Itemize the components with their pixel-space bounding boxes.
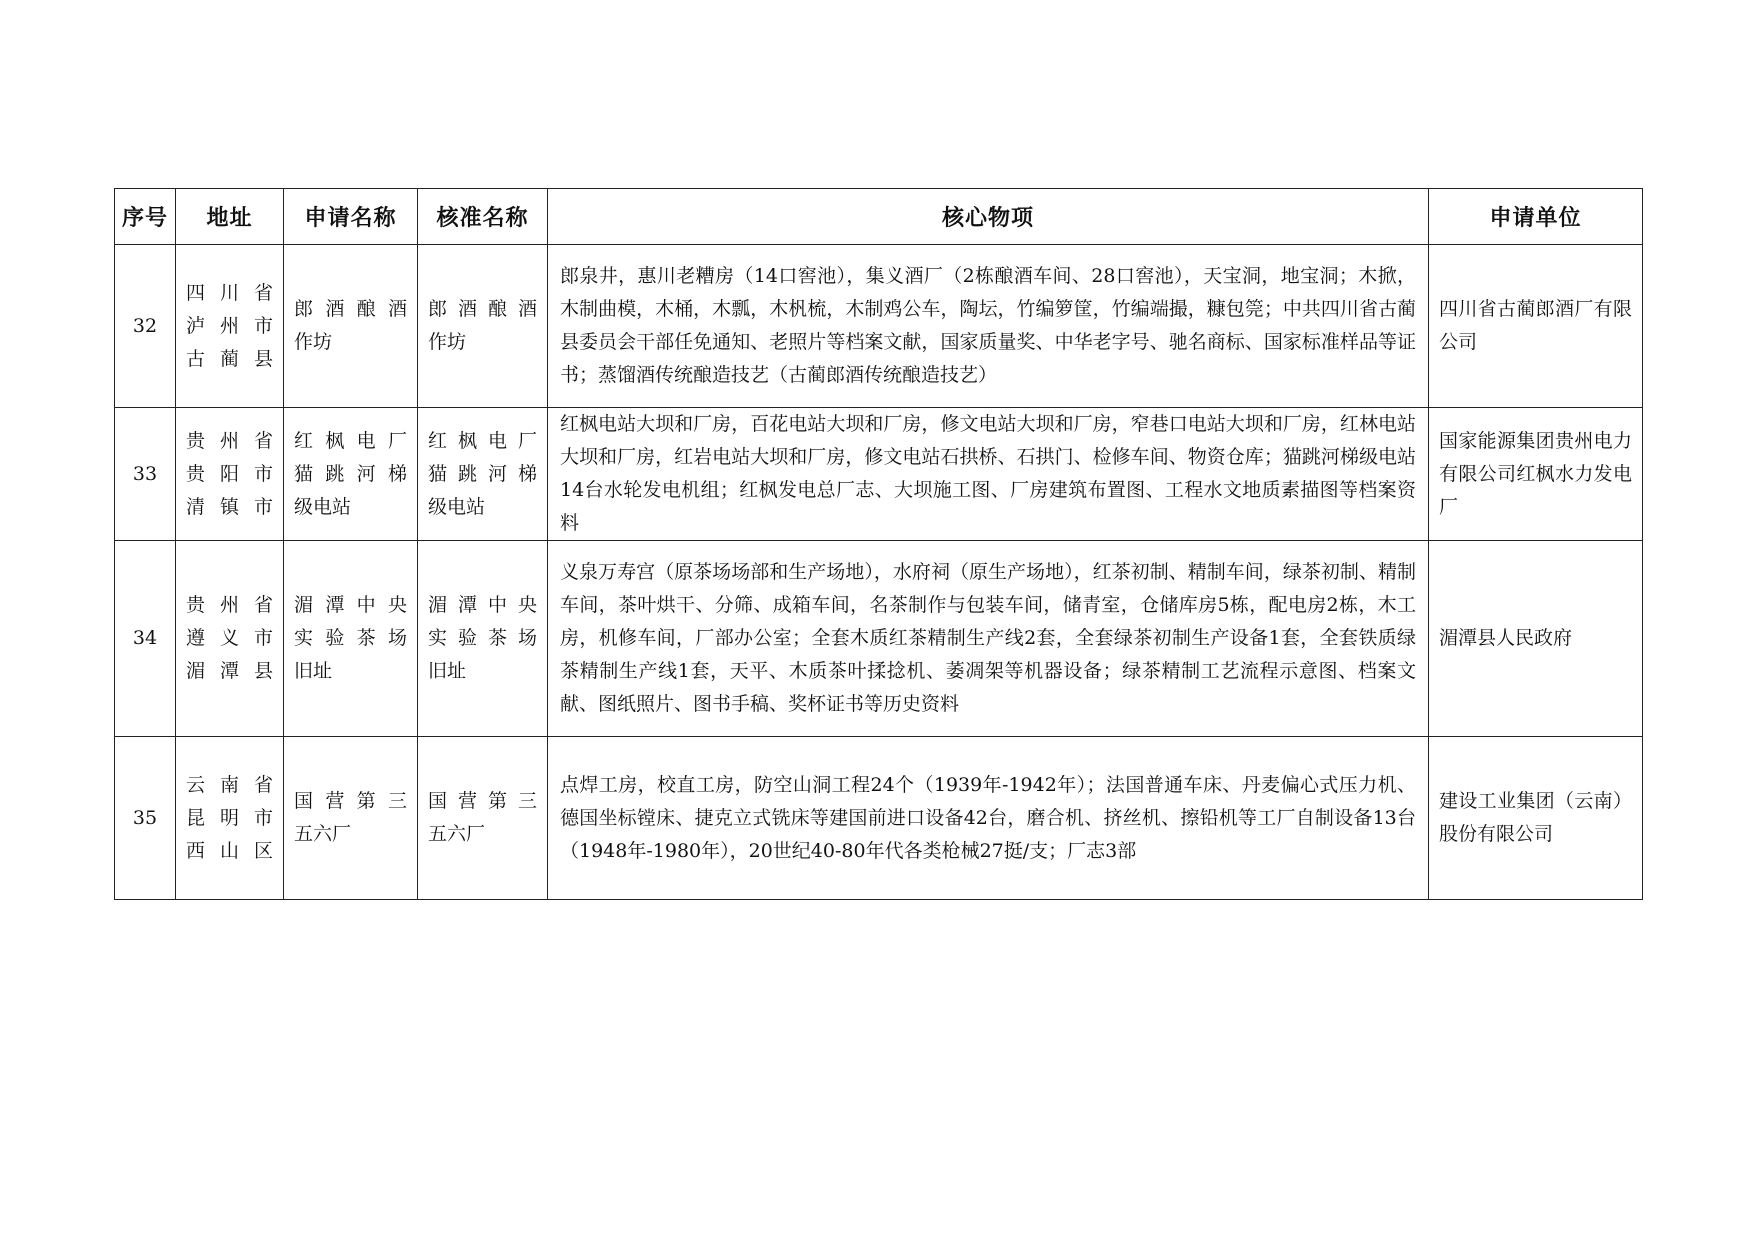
row-apply-name	[284, 541, 418, 737]
row-approved-name	[418, 408, 548, 541]
header-apply-name: 申请名称	[284, 189, 418, 245]
row-apply-name	[284, 408, 418, 541]
row-number: 34	[115, 541, 176, 737]
row-core-items: 郎泉井，惠川老糟房（14口窖池），集义酒厂（2栋酿酒车间、28口窖池），天宝洞，地宝洞；木掀，木制曲模，木桶，木瓢，木杋梳，木制鸡公车，陶坛，竹编箩筐，竹编端撮，糠包筦；中共四川省古蔺县委员会干部任免通知、老照片等档案文献，国家质量奖、中华老字号、驰名商标、国家标准样品等证书；蒸馏酒传统酿造技艺（古蔺郎酒传统酿造技艺）	[548, 245, 1429, 408]
row-core-items: 点焊工房，校直工房，防空山洞工程24个（1939年-1942年）；法国普通车床、丹麦偏心式压力机、德国坐标镗床、捷克立式铣床等建国前进口设备42台，磨合机、挤丝机、擦铅机等工厂自制设备13台（1948年-1980年），20世纪40-80年代各类枪械27挺/支；厂志3部	[548, 737, 1429, 900]
address-line: 四川省	[186, 281, 273, 304]
row-number: 32	[115, 245, 176, 408]
row-apply-name	[284, 737, 418, 900]
address-line: 湄潭县	[186, 660, 273, 682]
table-row	[115, 737, 1643, 900]
row-core-items: 红枫电站大坝和厂房，百花电站大坝和厂房，修文电站大坝和厂房，窄巷口电站大坝和厂房，红林电站大坝和厂房，红岩电站大坝和厂房，修文电站石拱桥、石拱门、检修车间、物资仓库；猫跳河梯级电站14台水轮发电机组；红枫发电总厂志、大坝施工图、厂房建筑布置图、工程水文地质素描图等档案资料	[548, 408, 1429, 541]
name-line: 红枫电厂	[294, 429, 407, 452]
row-approved-name	[418, 737, 548, 900]
header-address: 地址	[176, 189, 284, 245]
header-applicant: 申请单位	[1429, 189, 1643, 245]
name-line: 作坊	[428, 331, 467, 353]
address-line: 贵州省	[186, 594, 273, 616]
name-line: 实验茶场	[294, 627, 407, 649]
row-core-items: 义泉万寿宫（原茶场场部和生产场地），水府祠（原生产场地），红茶初制、精制车间，绿茶初制、精制车间，茶叶烘干、分筛、成箱车间，名茶制作与包装车间，储青室，仓储库房5栋，配电房2栋，木工房，机修车间，厂部办公室；全套木质红茶精制生产线2套，全套绿茶初制生产设备1套，全套铁质绿茶精制生产线1套，天平、木质茶叶揉捻机、萎凋架等机器设备；绿茶精制工艺流程示意图、档案文献、图纸照片、图书手稿、奖杯证书等历史资料	[548, 541, 1429, 737]
name-line: 猫跳河梯	[428, 462, 537, 485]
name-line: 旧址	[294, 660, 333, 682]
name-line: 级电站	[428, 495, 486, 518]
row-apply-name	[284, 245, 418, 408]
row-address	[176, 408, 284, 541]
table-row	[115, 245, 1643, 408]
row-address	[176, 245, 284, 408]
row-applicant: 建设工业集团（云南）股份有限公司	[1429, 737, 1643, 900]
row-approved-name	[418, 245, 548, 408]
header-num: 序号	[115, 189, 176, 245]
name-line: 猫跳河梯	[294, 462, 407, 485]
name-line: 国营第三	[294, 790, 407, 812]
address-line: 泸州市	[186, 314, 273, 337]
name-line: 级电站	[294, 495, 352, 518]
row-approved-name	[418, 541, 548, 737]
address-line: 西山区	[186, 839, 273, 862]
row-applicant: 国家能源集团贵州电力有限公司红枫水力发电厂	[1429, 408, 1643, 541]
table-header-row	[115, 189, 1643, 245]
address-line: 贵阳市	[186, 462, 273, 485]
name-line: 作坊	[294, 331, 333, 353]
row-address	[176, 737, 284, 900]
address-line: 古蔺县	[186, 347, 273, 370]
name-line: 红枫电厂	[428, 429, 537, 452]
row-applicant: 湄潭县人民政府	[1429, 541, 1643, 737]
name-line: 湄潭中央	[294, 594, 407, 616]
name-line: 郎酒酿酒	[294, 298, 407, 320]
address-line: 昆明市	[186, 806, 273, 829]
address-line: 遵义市	[186, 627, 273, 649]
address-line: 云南省	[186, 773, 273, 796]
table-row	[115, 541, 1643, 737]
row-applicant: 四川省古蔺郎酒厂有限公司	[1429, 245, 1643, 408]
row-number: 35	[115, 737, 176, 900]
name-line: 国营第三	[428, 790, 537, 812]
row-number: 33	[115, 408, 176, 541]
header-approved-name: 核准名称	[418, 189, 548, 245]
address-line: 贵州省	[186, 429, 273, 452]
heritage-list-table	[114, 188, 1643, 900]
name-line: 五六厂	[428, 823, 486, 845]
name-line: 湄潭中央	[428, 594, 537, 616]
table-row	[115, 408, 1643, 541]
row-address	[176, 541, 284, 737]
name-line: 五六厂	[294, 823, 352, 845]
header-core-items: 核心物项	[548, 189, 1429, 245]
address-line: 清镇市	[186, 495, 273, 518]
name-line: 郎酒酿酒	[428, 298, 537, 320]
name-line: 实验茶场	[428, 627, 537, 649]
name-line: 旧址	[428, 660, 467, 682]
